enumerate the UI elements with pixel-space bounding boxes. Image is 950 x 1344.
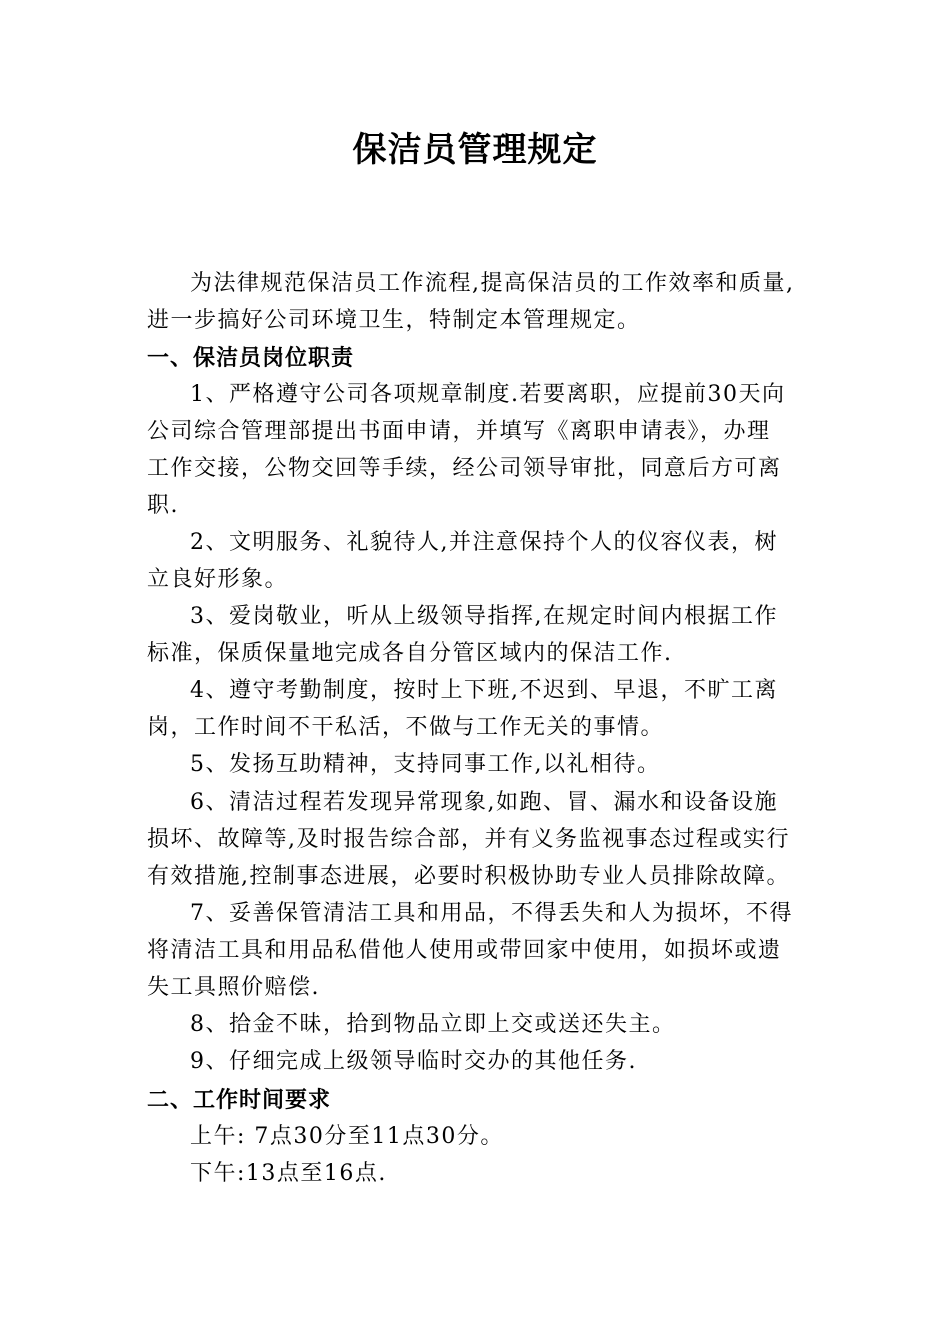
duty-line: 3、爱岗敬业，听从上级领导指挥,在规定时间内根据工作: [190, 604, 778, 629]
duty-line: 职.: [147, 493, 179, 518]
duty-line: 将清洁工具和用品私借他人使用或带回家中使用，如损坏或遗: [147, 938, 782, 963]
duty-line: 有效措施,控制事态进展，必要时积极协助专业人员排除故障。: [147, 864, 790, 889]
duty-line: 5、发扬互助精神，支持同事工作,以礼相待。: [190, 752, 661, 777]
duty-line: 失工具照价赔偿.: [147, 975, 320, 1000]
duty-line: 立良好形象。: [147, 567, 289, 592]
duty-line: 2、文明服务、礼貌待人,并注意保持个人的仪容仪表，树: [190, 530, 778, 555]
section-heading-hours: 二、工作时间要求: [147, 1087, 332, 1113]
duty-line: 标准，保质保量地完成各自分管区域内的保洁工作.: [147, 641, 673, 666]
hours-line-morning: 上午: 7点30分至11点30分。: [190, 1124, 504, 1149]
intro-line: 为法律规范保洁员工作流程,提高保洁员的工作效率和质量,: [190, 271, 795, 296]
duty-line: 工作交接，公物交回等手续，经公司领导审批，同意后方可离: [147, 456, 782, 481]
hours-line-afternoon: 下午:13点至16点.: [190, 1161, 387, 1186]
duty-line: 8、拾金不昧，拾到物品立即上交或送还失主。: [190, 1012, 676, 1037]
duty-line: 9、仔细完成上级领导临时交办的其他任务.: [190, 1049, 637, 1074]
duty-line: 6、清洁过程若发现异常现象,如跑、冒、漏水和设备设施: [190, 790, 778, 815]
duty-line: 7、妥善保管清洁工具和用品，不得丢失和人为损坏，不得: [190, 901, 793, 926]
duty-line: 损坏、故障等,及时报告综合部，并有义务监视事态过程或实行: [147, 827, 790, 852]
document-title: 保洁员管理规定: [352, 130, 598, 170]
duty-line: 1、严格遵守公司各项规章制度.若要离职，应提前30天向: [190, 382, 786, 407]
duty-line: 岗，工作时间不干私活，不做与工作无关的事情。: [147, 715, 665, 740]
section-heading-duties: 一、保洁员岗位职责: [147, 345, 355, 371]
duty-line: 4、遵守考勤制度，按时上下班,不迟到、早退，不旷工离: [190, 678, 778, 703]
intro-line: 进一步搞好公司环境卫生，特制定本管理规定。: [147, 308, 641, 333]
duty-line: 公司综合管理部提出书面申请，并填写《离职申请表》，办理: [147, 419, 771, 444]
